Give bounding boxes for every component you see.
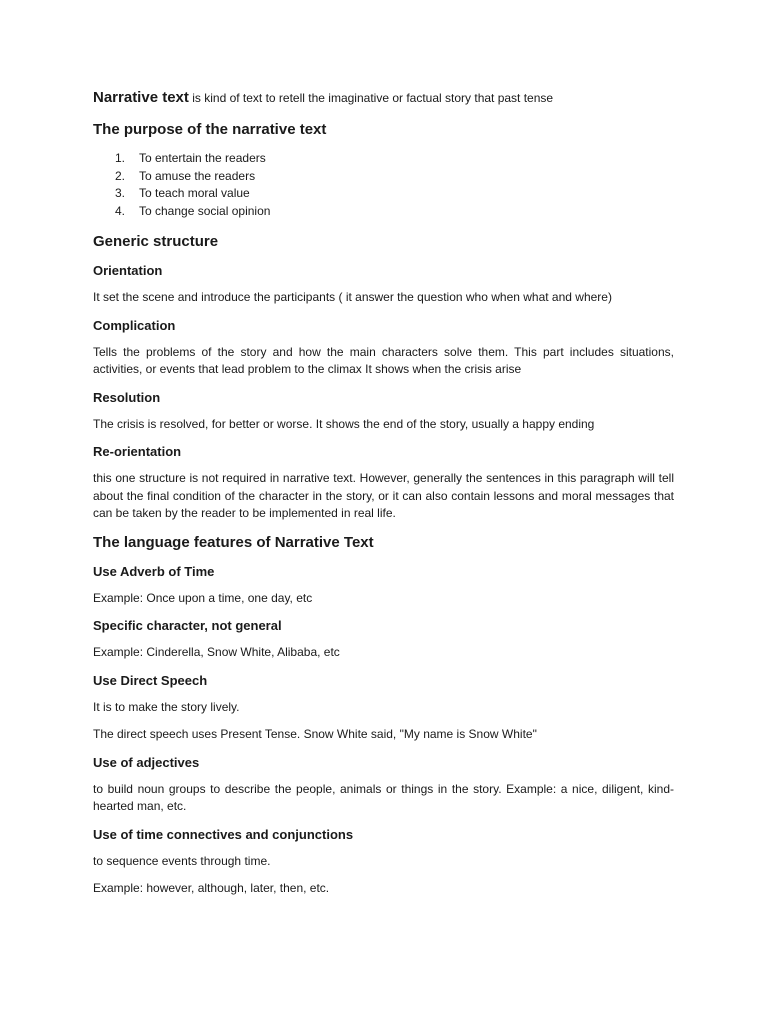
orientation-heading: Orientation xyxy=(93,263,163,278)
purpose-list xyxy=(93,150,674,220)
adverb-example: Example: Once upon a time, one day, etc xyxy=(93,590,313,605)
list-item-text: To amuse the readers xyxy=(139,168,256,183)
adjectives-text: to build noun groups to describe the people, animals or things in the story. Example: a nice, diligent, kind-hearted man, etc. xyxy=(93,781,674,813)
list-item xyxy=(93,185,674,203)
direct-speech-example: The direct speech uses Present Tense. Snow White said, "My name is Snow White" xyxy=(93,727,537,741)
direct-speech-text: It is to make the story lively. xyxy=(93,699,240,714)
intro-definition: is kind of text to retell the imaginative or factual story that past tense xyxy=(188,91,554,105)
intro-term: Narrative text xyxy=(93,89,189,106)
list-item xyxy=(93,150,674,168)
purpose-heading: The purpose of the narrative text xyxy=(93,121,327,138)
intro-paragraph xyxy=(93,89,674,107)
character-example: Example: Cinderella, Snow White, Alibaba, etc xyxy=(93,645,340,659)
list-item-number: 2. xyxy=(115,168,126,183)
reorientation-text: this one structure is not required in narrative text. However, generally the sentences in this paragraph will tell about the final condition of the character in the story, or it can also contain lessons and moral messages that can be taken by the reader to be implemented in real life. xyxy=(93,471,674,520)
generic-structure-heading: Generic structure xyxy=(93,233,219,250)
connectives-heading: Use of time connectives and conjunctions xyxy=(93,826,354,842)
complication-text: Tells the problems of the story and how the main characters solve them. This part includes situations, activities, or events that lead problem to the climax It shows when the crisis arise xyxy=(93,344,674,376)
resolution-text: The crisis is resolved, for better or worse. It shows the end of the story, usually a happy ending xyxy=(93,416,595,431)
adjectives-heading: Use of adjectives xyxy=(93,754,200,770)
list-item-text: To entertain the readers xyxy=(139,151,266,165)
reorientation-heading: Re-orientation xyxy=(93,444,182,459)
direct-speech-heading: Use Direct Speech xyxy=(93,672,208,688)
connectives-text: to sequence events through time. xyxy=(93,853,271,868)
connectives-example: Example: however, although, later, then, etc. xyxy=(93,881,330,895)
list-item-number: 4. xyxy=(115,203,126,218)
adverb-heading: Use Adverb of Time xyxy=(93,563,215,579)
list-item-number: 3. xyxy=(115,186,126,200)
list-item xyxy=(93,203,674,221)
character-heading: Specific character, not general xyxy=(93,618,282,633)
list-item-text: To change social opinion xyxy=(139,203,271,218)
language-features-heading: The language features of Narrative Text xyxy=(93,533,374,551)
list-item-text: To teach moral value xyxy=(139,186,250,200)
orientation-text: It set the scene and introduce the participants ( it answer the question who when what and where) xyxy=(93,290,612,304)
complication-heading: Complication xyxy=(93,317,176,333)
resolution-heading: Resolution xyxy=(93,389,161,405)
list-item-number: 1. xyxy=(115,151,126,165)
list-item xyxy=(93,168,674,186)
